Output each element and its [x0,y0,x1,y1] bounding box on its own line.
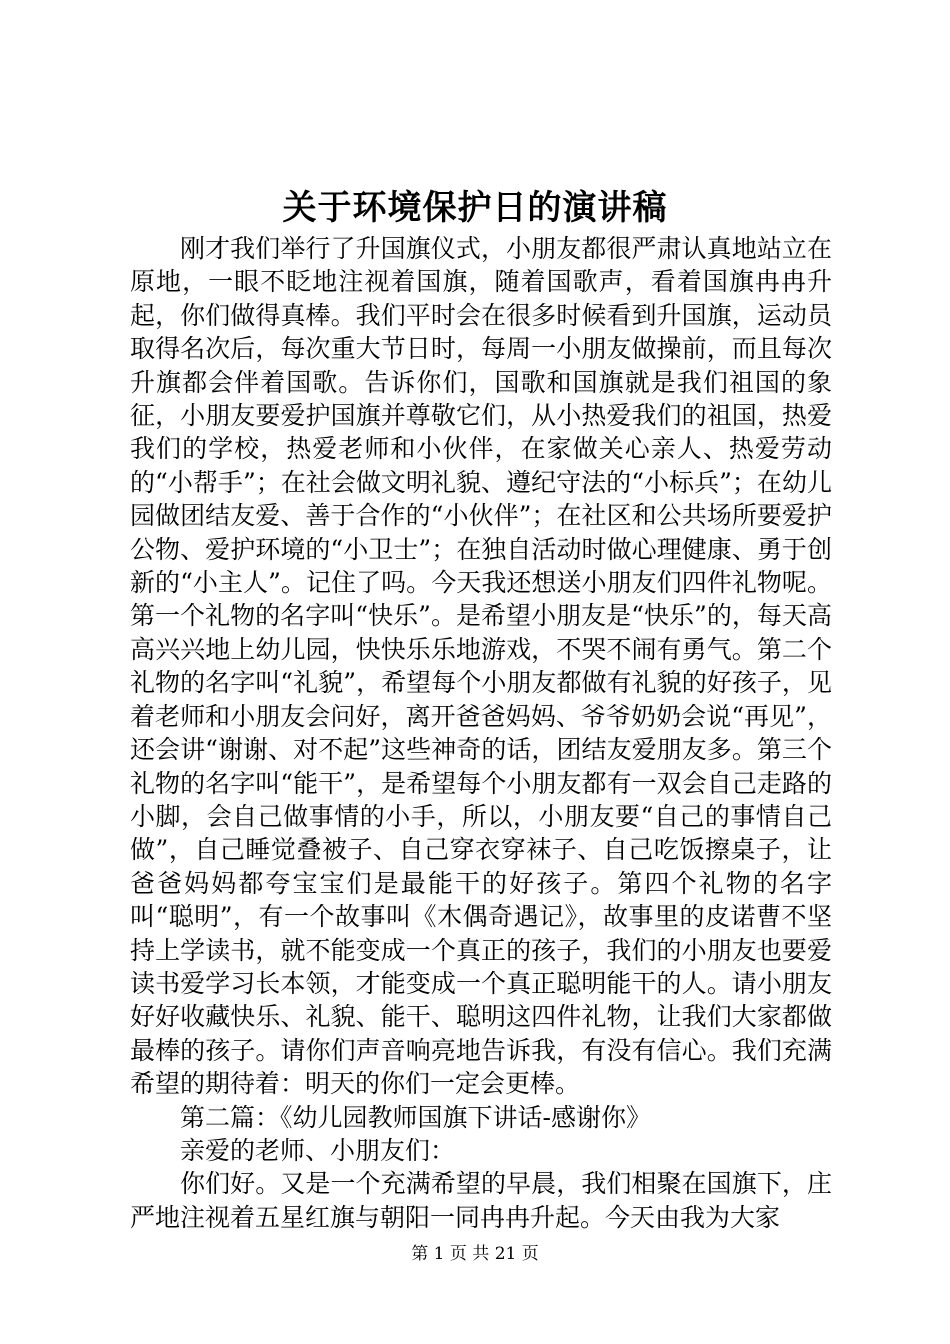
paragraph-salutation: 亲爱的老师、小朋友们： [180,1135,456,1165]
paragraph-section-heading: 第二篇：《幼儿园教师国旗下讲话-感谢你》 [180,1102,651,1132]
page-title: 关于环境保护日的演讲稿 [282,188,668,228]
paragraph-speech: 刚才我们举行了升国旗仪式，小朋友都很严肃认真地站立在原地，一眼不眨地注视着国旗，随着国歌声，看着国旗冉冉升起，你们做得真棒。我们平时会在很多时候看到升国旗，运动员取得名次后，每次重大节日时，每周一小朋友做操前，而且每次升旗都会伴着国歌。告诉你们，国歌和国旗就是我们祖国的象征，小朋友要爱护国旗并尊敬它们，从小热爱我们的祖国，热爱我们的学校，热爱老师和小伙伴，在家做关心亲人、热爱劳动的“小帮手”；在社会做文明礼貌、遵纪守法的“小标兵”；在幼儿园做团结友爱、善于合作的“小伙伴”；在社区和公共场所要爱护公物、爱护环境的“小卫士”；在独自活动时做心理健康、勇于创新的“小主人”。记住了吗。今天我还想送小朋友们四件礼物呢。第一个礼物的名字叫“快乐”。是希望小朋友是“快乐”的，每天高高兴兴地上幼儿园，快快乐乐地游戏，不哭不闹有勇气。第二个礼物的名字叫“礼貌”，希望每个小朋友都做有礼貌的好孩子，见着老师和小朋友会问好，离开爸爸妈妈、爷爷奶奶会说“再见”，还会讲“谢谢、对不起”这些神奇的话，团结友爱朋友多。第三个礼物的名字叫“能干”，是希望每个小朋友都有一双会自己走路的小脚，会自己做事情的小手，所以，小朋友要“自己的事情自己做”，自己睡觉叠被子、自己穿衣穿袜子、自己吃饭擦桌子，让爸爸妈妈都夸宝宝们是最能干的好孩子。第四个礼物的名字叫“聪明”，有一个故事叫《木偶奇遇记》，故事里的皮诺曹不坚持上学读书，就不能变成一个真正的孩子，我们的小朋友也要爱读书爱学习长本领，才能变成一个真正聪明能干的人。请小朋友好好收藏快乐、礼貌、能干、聪明这四件礼物，让我们大家都做最棒的孩子。请你们声音响亮地告诉我，有没有信心。我们充满希望的期待着：明天的你们一定会更棒。 [130,234,832,1099]
paragraph-greeting: 你们好。又是一个充满希望的早晨，我们相聚在国旗下，庄严地注视着五星红旗与朝阳一同冉冉升起。今天由我为大家 [130,1169,832,1232]
document-body [130,232,832,1234]
page-number: 第 1 页 共 21 页 [411,1244,539,1264]
